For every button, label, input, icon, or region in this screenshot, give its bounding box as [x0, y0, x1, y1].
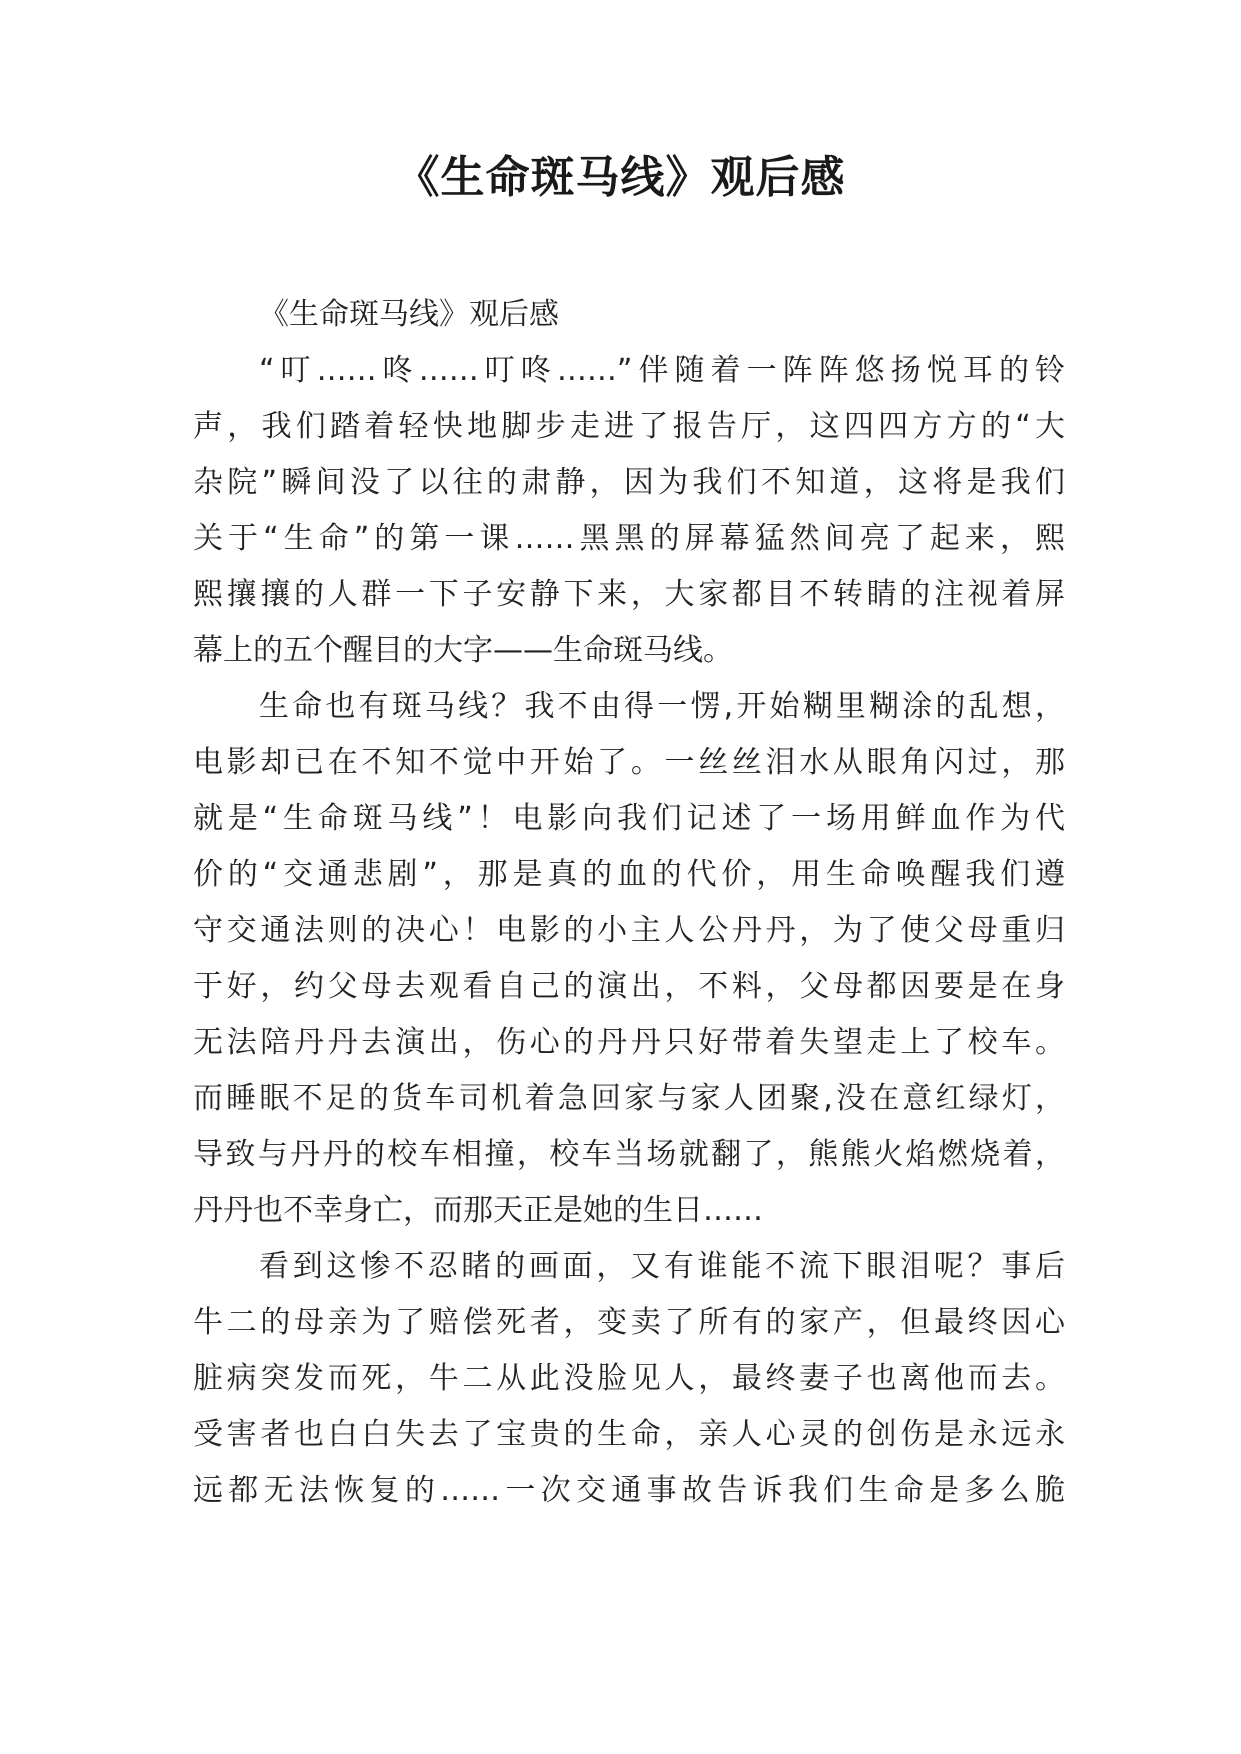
document-body — [193, 287, 1065, 1519]
paragraph-line: 无法陪丹丹去演出，伤心的丹丹只好带着失望走上了校车。 — [193, 1025, 1065, 1060]
document-title: 《生命斑马线》观后感 — [395, 152, 846, 203]
paragraph-line: 受害者也白白失去了宝贵的生命，亲人心灵的创伤是永远永 — [193, 1417, 1065, 1452]
paragraph-line: 幕上的五个醒目的大字——生命斑马线。 — [193, 633, 733, 668]
paragraph-line: 价的“交通悲剧”，那是真的血的代价，用生命唤醒我们遵 — [193, 857, 1065, 892]
paragraph-line: 声，我们踏着轻快地脚步走进了报告厅，这四四方方的“大 — [193, 409, 1065, 444]
paragraph-line: 看到这惨不忍睹的画面，又有谁能不流下眼泪呢？事后 — [259, 1249, 1065, 1284]
paragraph-line: 关于“生命”的第一课……黑黑的屏幕猛然间亮了起来，熙 — [193, 521, 1065, 556]
paragraph-line: 守交通法则的决心！电影的小主人公丹丹，为了使父母重归 — [193, 913, 1065, 948]
paragraph-line: 于好，约父母去观看自己的演出，不料，父母都因要是在身 — [193, 969, 1065, 1004]
paragraph-line: 远都无法恢复的……一次交通事故告诉我们生命是多么脆 — [193, 1473, 1065, 1508]
paragraph-line: 就是“生命斑马线”！电影向我们记述了一场用鲜血作为代 — [193, 801, 1065, 836]
paragraph-line: 丹丹也不幸身亡，而那天正是她的生日…… — [193, 1193, 763, 1228]
paragraph-line: 杂院”瞬间没了以往的肃静，因为我们不知道，这将是我们 — [193, 465, 1065, 500]
paragraph-line: 导致与丹丹的校车相撞，校车当场就翻了，熊熊火焰燃烧着， — [193, 1137, 1065, 1172]
paragraph-line: 生命也有斑马线？我不由得一愣,开始糊里糊涂的乱想， — [259, 689, 1065, 724]
paragraph-3 — [193, 1239, 1065, 1519]
paragraph-1 — [193, 343, 1065, 679]
document-subtitle: 《生命斑马线》观后感 — [259, 297, 559, 332]
paragraph-line: 而睡眠不足的货车司机着急回家与家人团聚,没在意红绿灯， — [193, 1081, 1065, 1116]
paragraph-line: “叮……咚……叮咚……”伴随着一阵阵悠扬悦耳的铃 — [259, 353, 1065, 388]
paragraph-2 — [193, 679, 1065, 1239]
paragraph-line: 脏病突发而死，牛二从此没脸见人，最终妻子也离他而去。 — [193, 1361, 1065, 1396]
paragraph-line: 牛二的母亲为了赔偿死者，变卖了所有的家产，但最终因心 — [193, 1305, 1065, 1340]
paragraph-line: 电影却已在不知不觉中开始了。一丝丝泪水从眼角闪过，那 — [193, 745, 1065, 780]
paragraph-line: 熙攘攘的人群一下子安静下来，大家都目不转睛的注视着屏 — [193, 577, 1065, 612]
